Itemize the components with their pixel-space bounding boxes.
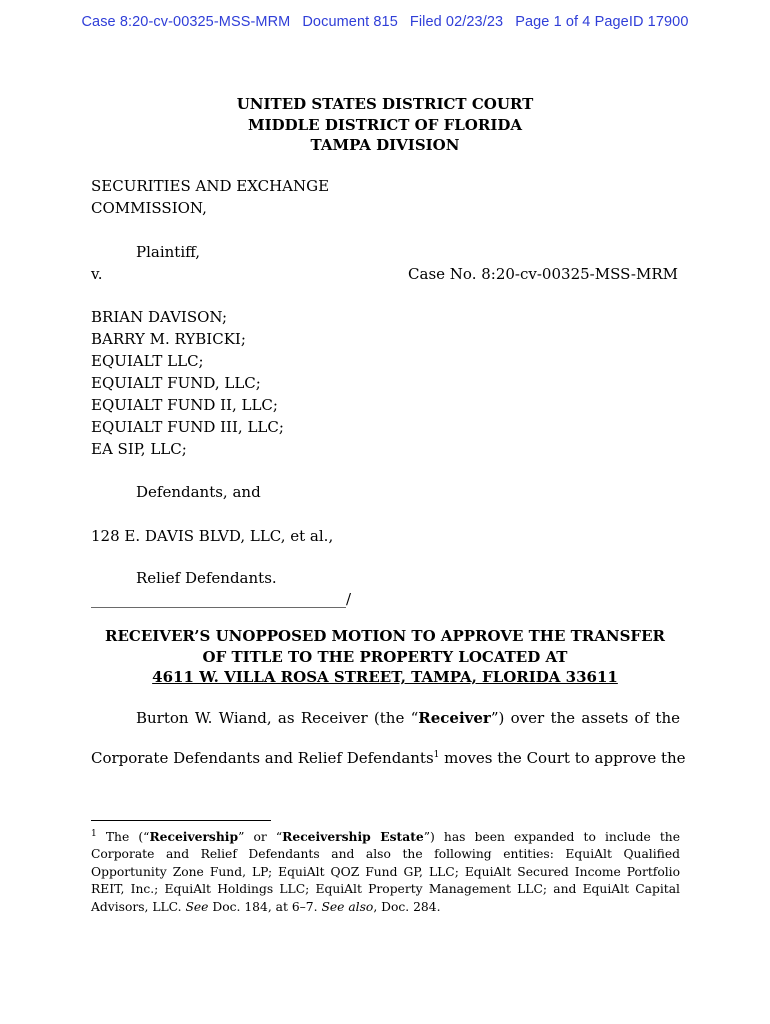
receiver-defined-term: Receiver [418, 709, 491, 727]
filed-date: Filed 02/23/23 [409, 14, 504, 30]
footnote-divider [91, 820, 271, 821]
caption-signature-line: __________________________________/ [91, 590, 352, 608]
page-info: Page 1 of 4 PageID 17900 [515, 14, 689, 30]
defendant: EQUIALT LLC; [91, 352, 204, 370]
court-district: MIDDLE DISTRICT OF FLORIDA [248, 115, 522, 134]
defendant: BARRY M. RYBICKI; [91, 330, 246, 348]
footnote-marker: 1 [91, 828, 97, 839]
property-address: 4611 W. VILLA ROSA STREET, TAMPA, FLORIDA 33611 [152, 668, 618, 686]
case-id: Case 8:20-cv-00325-MSS-MRM [81, 14, 291, 30]
footnote: $^1$ The (“Receivership” or “Receivership Estate”) has been expanded to include the Corporate and Relief Defendants and also the following entities: EquiAlt Qualified Opportunity Zone Fund, LP; EquiAlt QOZ Fund GP, LLC; EquiAlt Secured Income Portfolio REIT, Inc.; EquiAlt Holdings LLC; EquiAlt Property Management LLC; and EquiAlt Capital Advisors, LLC. See Doc. 184, at 6–7. See also, Doc. 284. [91, 828, 680, 914]
motion-title [0, 626, 770, 688]
filing-header [0, 14, 770, 30]
plaintiff-role: Plaintiff, [136, 243, 201, 261]
court-division: TAMPA DIVISION [310, 136, 460, 154]
document-number: Document 815 [302, 14, 398, 30]
body-paragraph-line1: Burton W. Wiand, as Receiver (the “Receiver”) over the assets of the [136, 709, 680, 727]
body-paragraph-line2: Corporate Defendants and Relief Defendants$^1$ moves the Court to approve the [91, 749, 686, 767]
court-heading [0, 94, 770, 156]
defendant: EQUIALT FUND II, LLC; [91, 396, 278, 414]
motion-title-line1: RECEIVER’S UNOPPOSED MOTION TO APPROVE THE TRANSFER [105, 627, 665, 645]
defendant: EA SIP, LLC; [91, 440, 187, 458]
defendant: BRIAN DAVISON; [91, 308, 228, 326]
defendant: EQUIALT FUND III, LLC; [91, 418, 284, 436]
footnote-reference[interactable]: 1 [433, 750, 440, 760]
motion-title-line2: OF TITLE TO THE PROPERTY LOCATED AT [202, 647, 568, 666]
relief-defendants-role: Relief Defendants. [136, 569, 277, 587]
defendants-role: Defendants, and [136, 483, 261, 501]
defendant: EQUIALT FUND, LLC; [91, 374, 261, 392]
court-name: UNITED STATES DISTRICT COURT [236, 95, 534, 113]
case-number: Case No. 8:20-cv-00325-MSS-MRM [408, 265, 678, 283]
plaintiff-name-line1: SECURITIES AND EXCHANGE [91, 177, 330, 195]
relief-defendant: 128 E. DAVIS BLVD, LLC, et al., [91, 527, 334, 545]
plaintiff-name-line2: COMMISSION, [91, 199, 207, 217]
versus: v. [91, 265, 103, 283]
